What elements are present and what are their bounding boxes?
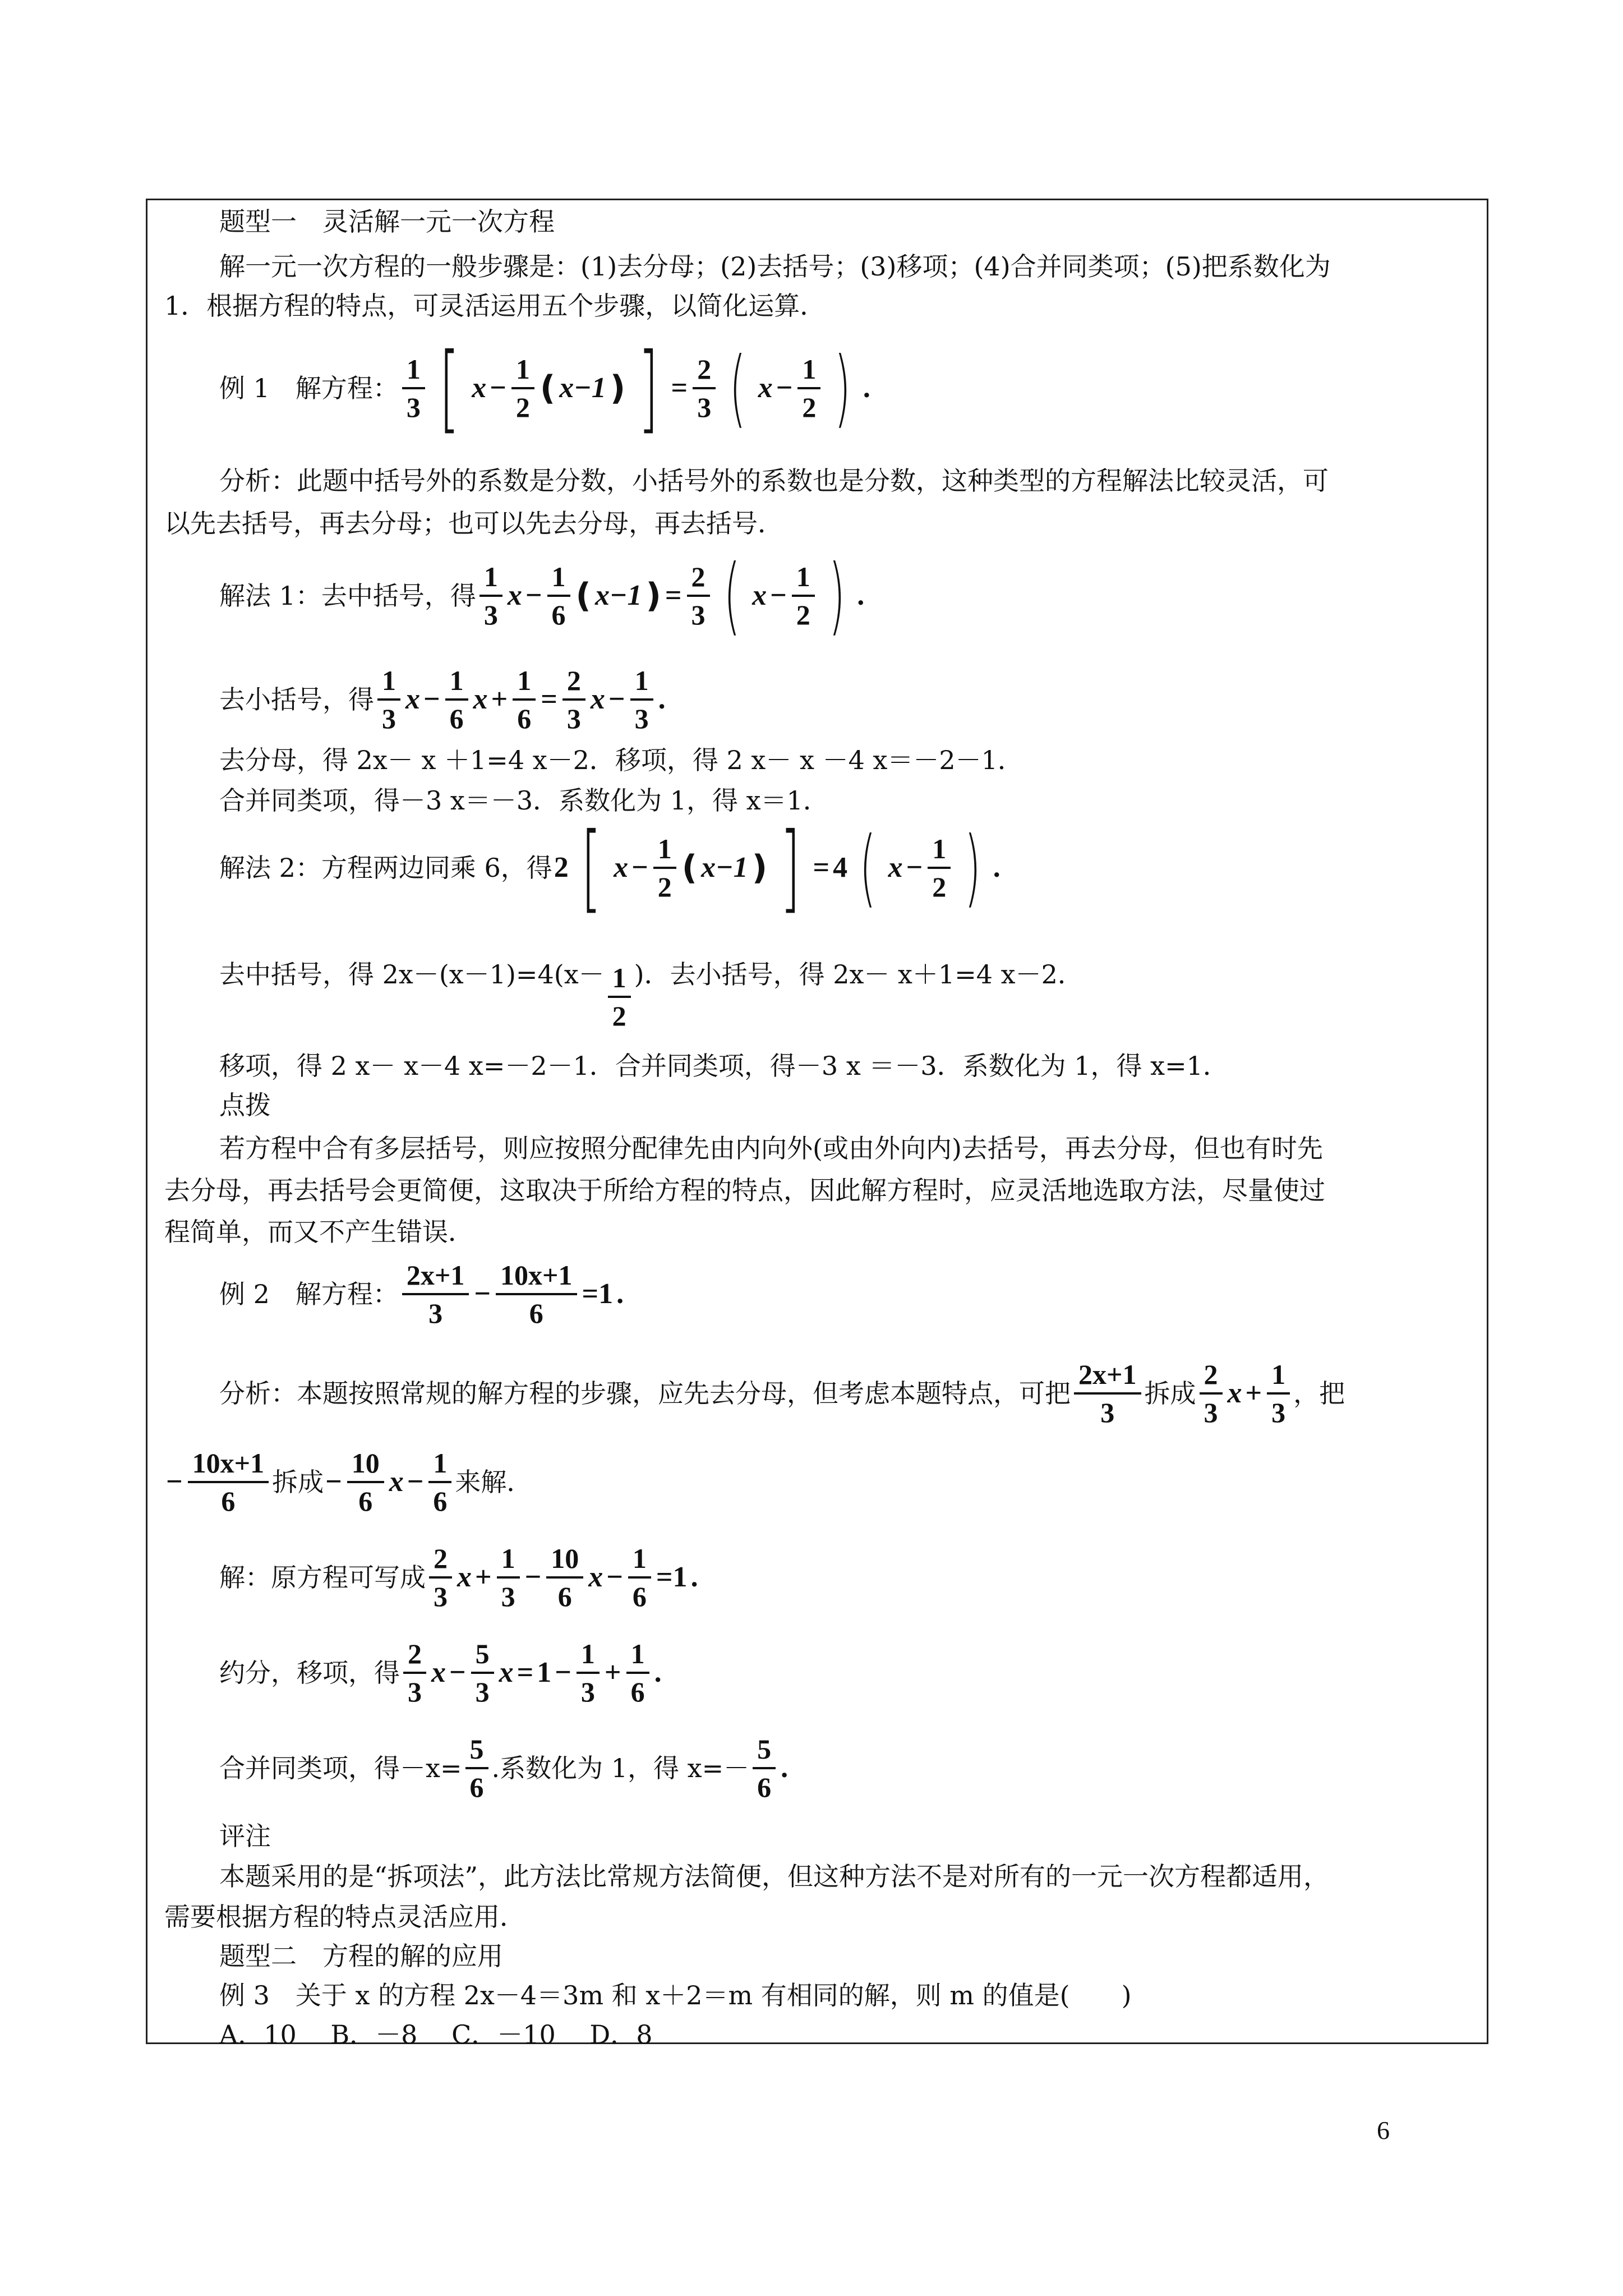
fraction: 2 3	[403, 1636, 426, 1710]
fraction: 1 2	[608, 960, 631, 1034]
fraction: $\frac{1}{2}$	[792, 559, 815, 633]
fraction: $\frac{10}{6}$	[546, 1540, 583, 1614]
fraction: 2 3	[1200, 1356, 1223, 1430]
fraction: $\frac{1}{6}$	[628, 1540, 651, 1614]
fraction: $\frac{1}{6}$	[547, 559, 570, 633]
solution-1-step-2: 去小括号，得 1 3 x − $\frac{1}{6}$ x + $\frac{1}{6}$ = $\frac{2}{3}$ x − $\frac{1}{3}$ .	[219, 660, 667, 739]
fraction: $\frac{1}{2}$	[653, 831, 676, 905]
fraction: $\frac{1}{6}$	[513, 662, 536, 737]
analysis-2-line-1: 分析：本题按照常规的解方程的步骤，应先去分母，但考虑本题特点，可把 2x+1 3 拆成 2 3 x + $\frac{1}{3}$ ，把	[219, 1351, 1345, 1435]
example-1	[219, 333, 872, 444]
text-line: 分析：此题中括号外的系数是分数，小括号外的系数也是分数，这种类型的方程解法比较灵活，可	[219, 466, 1329, 496]
text-line: 以先去括号，再去分母；也可以先去分母，再去括号．	[164, 508, 783, 539]
solution-1-step-1: 解法 1：去中括号，得 1 3 x − $\frac{1}{6}$ ( x−1 ) = $\frac{2}{3}$ ( x − $\frac{1}{2}$ ) .	[219, 547, 865, 645]
fraction: $\frac{1}{6}$	[428, 1445, 451, 1519]
answer-options: A．10 B．－8 C．－10 D．8	[219, 2019, 653, 2050]
section-title-1: 题型一 灵活解一元一次方程	[219, 206, 555, 237]
fraction: $\frac{2}{3}$	[562, 662, 585, 737]
example-2: 例 2 解方程： 2x+1 3 − $\frac{10x+1}{6}$ =1 .	[219, 1255, 625, 1333]
page-number: 6	[1377, 2116, 1390, 2145]
tip-heading: 点拨	[219, 1090, 271, 1120]
example-1-label: 例 1 解方程：	[219, 373, 399, 403]
text-line: 解一元一次方程的一般步骤是：(1)去分母；(2)去括号；(3)移项；(4)合并同类项；(5)把系数化为	[219, 251, 1331, 282]
content-box	[146, 199, 1488, 2050]
fraction: $\frac{1}{3}$	[577, 1636, 600, 1710]
equation: 1 3 [ x − $\frac{1}{2}$ ( x−1 ) ] = $\frac{2}{3}$ ( x − $\frac{1}{2}$ ) .	[399, 341, 872, 436]
text-line: 程简单，而又不产生错误．	[164, 1217, 474, 1247]
fraction: $\frac{1}{3}$	[1267, 1356, 1290, 1430]
solution-2-step-2: 去中括号，得 2x－(x－1)=4(x－ 1 2 )．去小括号，得 2x－ x＋1=4 x－2．	[219, 930, 1083, 1019]
fraction: 1 3	[479, 559, 502, 633]
fraction: $\frac{2}{3}$	[687, 559, 710, 633]
fraction: 1 3	[402, 351, 425, 425]
fraction: $\frac{1}{6}$	[445, 662, 468, 737]
text-line: 去分母，再去括号会更简便，这取决于所给方程的特点，因此解方程时，应灵活地选取方法，尽量使过	[164, 1175, 1325, 1205]
comment-heading: 评注	[219, 1821, 271, 1851]
solution-ex2-step-2: 约分，移项，得 2 3 x − $\frac{5}{3}$ x = 1 − $\frac{1}{3}$ + $\frac{1}{6}$ .	[219, 1631, 663, 1715]
fraction: $\frac{10x+1}{6}$	[188, 1445, 269, 1519]
example-2-label: 例 2 解方程：	[219, 1279, 399, 1309]
fraction: 2x+1 3	[402, 1257, 469, 1331]
example-3: 例 3 关于 x 的方程 2x－4＝3m 和 x＋2＝m 有相同的解，则 m 的值是( )	[219, 1980, 1132, 2010]
fraction: $\frac{1}{6}$	[626, 1636, 649, 1710]
fraction: 5 6	[753, 1731, 776, 1805]
fraction: 1 3	[377, 662, 400, 737]
analysis-2-line-2: − $\frac{10x+1}{6}$ 拆成 − $\frac{10}{6}$ x − $\frac{1}{6}$ 来解．	[164, 1440, 532, 1524]
fraction: $\frac{1}{3}$	[630, 662, 653, 737]
text-line: 本题采用的是“拆项法”，此方法比常规方法简便，但这种方法不是对所有的一元一次方程都适用，	[219, 1861, 1330, 1892]
fraction: $\frac{10}{6}$	[347, 1445, 384, 1519]
fraction: $\frac{10x+1}{6}$	[496, 1257, 577, 1331]
fraction: 2 3	[429, 1540, 452, 1614]
text-line: 需要根据方程的特点灵活应用．	[164, 1902, 525, 1932]
solution-ex2-step-3: 合并同类项，得－x= $\frac{5}{6}$ .系数化为 1，得 x=－ 5 6 .	[219, 1726, 790, 1810]
text-line: 合并同类项，得－3 x＝－3．系数化为 1，得 x＝1．	[219, 785, 829, 816]
solution-ex2-step-1: 解：原方程可写成 2 3 x + $\frac{1}{3}$ − $\frac{10}{6}$ x − $\frac{1}{6}$ =1 .	[219, 1535, 700, 1619]
text-line: 移项，得 2 x－ x－4 x=－2－1．合并同类项，得－3 x ＝－3．系数化为 1，得 x=1．	[219, 1051, 1229, 1081]
fraction: $\frac{1}{3}$	[497, 1540, 520, 1614]
fraction: $\frac{1}{2}$	[511, 351, 534, 425]
fraction: $\frac{1}{2}$	[928, 831, 951, 905]
fraction: 2x+1 3	[1074, 1356, 1141, 1430]
solution-2-step-1: 解法 2：方程两边同乘 6，得 2 [ x − $\frac{1}{2}$ ( x−1 ) ] = 4 ( x − $\frac{1}{2}$ ) .	[219, 812, 1000, 923]
fraction: $\frac{5}{3}$	[471, 1636, 494, 1710]
fraction: $\frac{1}{2}$	[797, 351, 820, 425]
text-line: 若方程中合有多层括号，则应按照分配律先由内向外(或由外向内)去括号，再去分母，但也有时先	[219, 1133, 1323, 1163]
text-line: 去分母，得 2x－ x ＋1=4 x－2．移项，得 2 x－ x －4 x＝－2－1．	[219, 745, 1023, 775]
section-title-2: 题型二 方程的解的应用	[219, 1941, 503, 1971]
text-line: 1．根据方程的特点，可灵活运用五个步骤，以简化运算．	[164, 291, 826, 321]
fraction: $\frac{5}{6}$	[465, 1731, 488, 1805]
fraction: $\frac{2}{3}$	[693, 351, 716, 425]
